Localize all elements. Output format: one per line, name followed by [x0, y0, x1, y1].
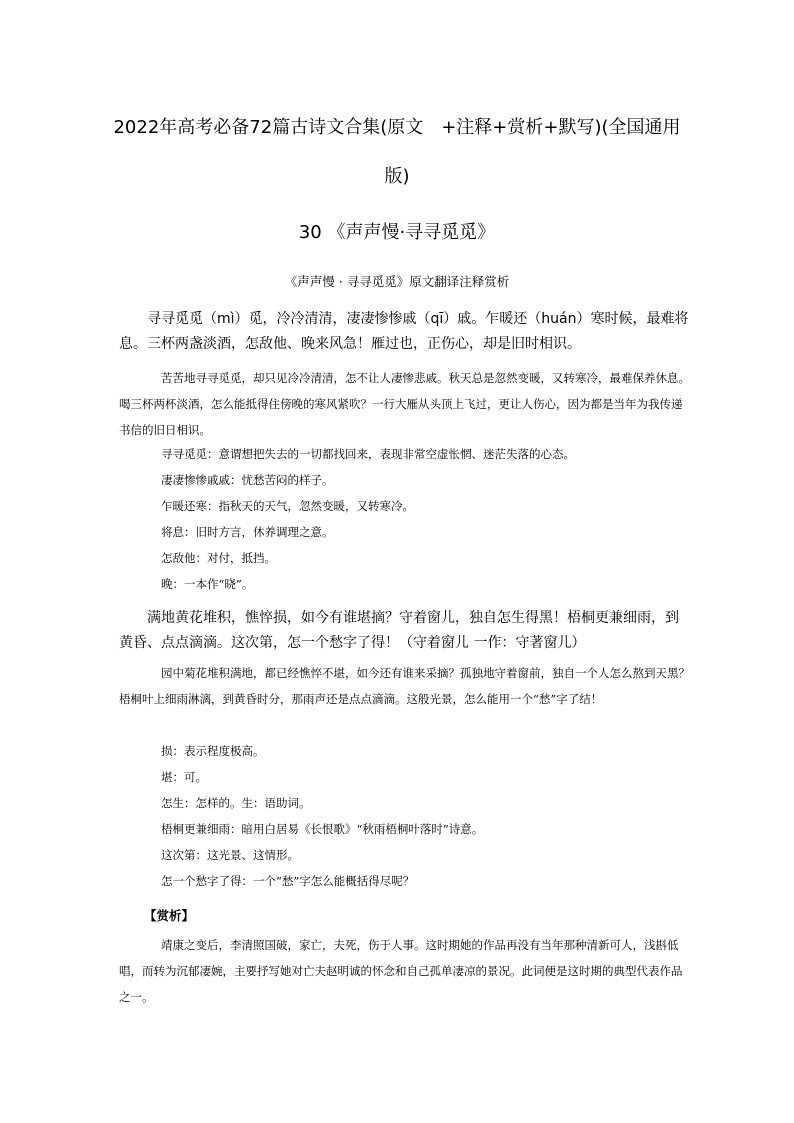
- note-item: 将息：旧时方言，休养调理之意。: [161, 525, 334, 539]
- note-item: 堪：可。: [161, 770, 207, 784]
- note-item: 损：表示程度极高。: [161, 744, 265, 758]
- part2-original: 满地黄花堆积，憔悴损，如今有谁堪摘？守着窗儿，独自怎生得黑！梧桐更兼细雨，到黄昏、点点滴滴。这次第，怎一个愁字了得！（守着窗儿 一作：守著窗儿）: [119, 610, 679, 651]
- note-item: 怎生：怎样的。生：语助词。: [161, 796, 311, 810]
- part1-original: 寻寻觅觅（mì）觅，冷冷清清，凄凄惨惨戚（qī）戚。乍暖还（huán）寒时候，最难将息。三杯两盏淡酒，怎敌他、晚来风急！雁过也，正伤心，却是旧时相识。: [119, 311, 689, 352]
- note-item: 梧桐更兼细雨：暗用白居易《长恨歌》“秋雨梧桐叶落时”诗意。: [161, 822, 484, 836]
- note-item: 寻寻觅觅：意谓想把失去的一切都找回来，表现非常空虚怅惘、迷茫失落的心态。: [161, 447, 575, 461]
- note-item: 怎一个愁字了得：一个“愁”字怎么能概括得尽呢？: [161, 874, 415, 888]
- appreciation-text: 靖康之变后，李清照国破，家亡，夫死，伤于人事。这时期她的作品再没有当年那种清新可人，浅斟低唱，而转为沉郁凄婉，主要抒写她对亡夫赵明诚的怀念和自己孤单凄凉的景况。此词便是这时期的典型代表作品之一。: [119, 938, 683, 1004]
- section-title: 30 《声声慢·寻寻觅觅》: [298, 222, 496, 243]
- appreciation-heading: 【赏析】: [144, 908, 195, 923]
- note-item: 这次第：这光景、这情形。: [161, 848, 299, 862]
- part1-notes: [119, 441, 691, 597]
- part1-translation: 苦苦地寻寻觅觅，却只见冷冷清清，怎不让人凄惨悲戚。秋天总是忽然变暖，又转寒冷，最难保养休息。喝三杯两杯淡酒，怎么能抵得住傍晚的寒风紧吹？一行大雁从头顶上飞过，更让人伤心，因为都是当年为我传递书信的旧日相识。: [119, 371, 690, 437]
- note-item: 怎敌他：对付，抵挡。: [161, 551, 276, 565]
- note-item: 凄凄惨惨戚戚：忧愁苦闷的样子。: [161, 473, 334, 487]
- subtitle: 《声声慢 · 寻寻觅觅》原文翻译注释赏析: [284, 274, 510, 289]
- part2-notes: [119, 738, 691, 894]
- note-item: 乍暖还寒：指秋天的天气，忽然变暖，又转寒冷。: [161, 499, 414, 513]
- doc-title-line1: 2022年高考必备72篇古诗文合集(原文 +注释+赏析+默写)(全国通用: [113, 117, 681, 138]
- doc-title-line2: 版): [384, 166, 410, 187]
- note-item: 晚：一本作“晓”。: [161, 577, 254, 591]
- part2-translation: 园中菊花堆积满地，都已经憔悴不堪，如今还有谁来采摘？孤独地守着窗前，独自一个人怎么熬到天黑？梧桐叶上细雨淋漓，到黄昏时分，那雨声还是点点滴滴。这般光景，怎么能用一个“愁”字了结！: [119, 666, 690, 706]
